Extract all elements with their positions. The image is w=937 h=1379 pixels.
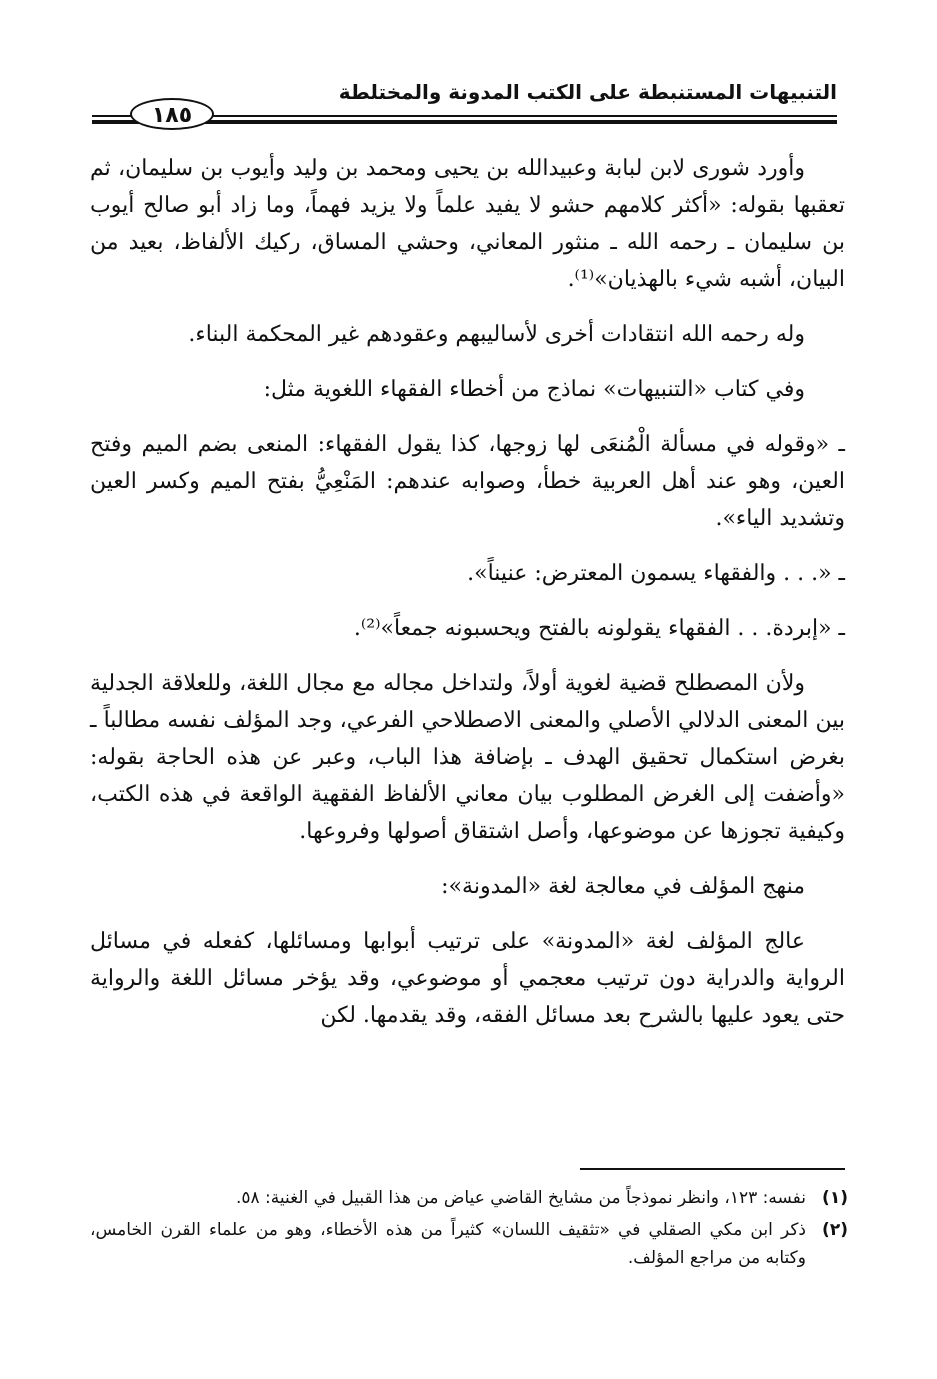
running-header-title: التنبيهات المستنبطة على الكتب المدونة والمختلطة	[338, 80, 837, 104]
section-heading-author-method: منهج المؤلف في معالجة لغة «المدونة»:	[441, 874, 805, 899]
paragraph-shura-quote: وأورد شورى لابن لبابة وعبيدالله بن يحيى ومحمد بن وليد وأيوب بن سليمان، ثم تعقبها بقوله: «أكثر كلامهم حشو لا يفيد علماً ولا يزيد فهماً، وما زاد أبو صالح أيوب بن سليمان ـ رحمه الله ـ منثور المعاني، وحشي المساق، ركيك الألفاظ، بعيد من البيان، أشبه شيء بالهذيان»⁽¹⁾.	[90, 156, 845, 292]
paragraph-tanbihat-examples-intro: وفي كتاب «التنبيهات» نماذج من أخطاء الفقهاء اللغوية مثل:	[263, 377, 805, 402]
body-text	[90, 150, 845, 1052]
example-item-ibrada: ـ «إبردة. . . الفقهاء يقولونه بالفتح ويحسبونه جمعاً»⁽²⁾.	[353, 616, 845, 641]
paragraph-other-criticisms: وله رحمه الله انتقادات أخرى لأساليبهم وعقودهم غير المحكمة البناء.	[188, 322, 805, 347]
page-number-badge: ١٨٥	[130, 98, 214, 130]
footnote-2	[90, 1216, 848, 1272]
footnotes	[90, 1184, 848, 1276]
example-item-munaa: ـ «وقوله في مسألة الْمُنعَى لها زوجها، كذا يقول الفقهاء: المنعى بضم الميم وفتح العين، وهو عند أهل العربية خطأ، وصوابه عندهم: المَنْعِيُّ بفتح الميم وكسر العين وتشديد الياء».	[90, 432, 845, 531]
example-item-mutarid: ـ «. . . والفقهاء يسمون المعترض: عنيناً».	[467, 561, 845, 586]
footnote-text: نفسه: ١٢٣، وانظر نموذجاً من مشايخ القاضي عياض من هذا القبيل في الغنية: ٥٨.	[235, 1188, 806, 1208]
footnote-number: (٢)	[822, 1220, 848, 1240]
paragraph-terminology-language: ولأن المصطلح قضية لغوية أولاً، ولتداخل مجاله مع مجال اللغة، وللعلاقة الجدلية بين المعنى الدلالي الأصلي والمعنى الاصطلاحي الفرعي، وجد المؤلف نفسه مطالباً ـ بغرض استكمال تحقيق الهدف ـ بإضافة هذا الباب، وعبر عن هذه الحاجة بقوله: «وأضفت إلى الغرض المطلوب بيان معاني الألفاظ الفقهية الواقعة في هذه الكتب، وكيفية تجوزها عن موضوعها، وأصل اشتقاق أصولها وفروعها.	[90, 671, 845, 844]
footnote-number: (١)	[822, 1188, 848, 1208]
paragraph-author-method: عالج المؤلف لغة «المدونة» على ترتيب أبوابها ومسائلها، كفعله في مسائل الرواية والدراية دون ترتيب معجمي أو موضوعي، وقد يؤخر مسائل اللغة والرواية حتى يعود عليها بالشرح بعد مسائل الفقه، وقد يقدمها. لكن	[90, 929, 845, 1028]
footnote-1	[90, 1184, 848, 1212]
footnote-text: ذكر ابن مكي الصقلي في «تثقيف اللسان» كثيراً من هذه الأخطاء، وهو من علماء القرن الخامس، وكتابه من مراجع المؤلف.	[90, 1220, 806, 1268]
footnote-separator	[580, 1168, 845, 1170]
